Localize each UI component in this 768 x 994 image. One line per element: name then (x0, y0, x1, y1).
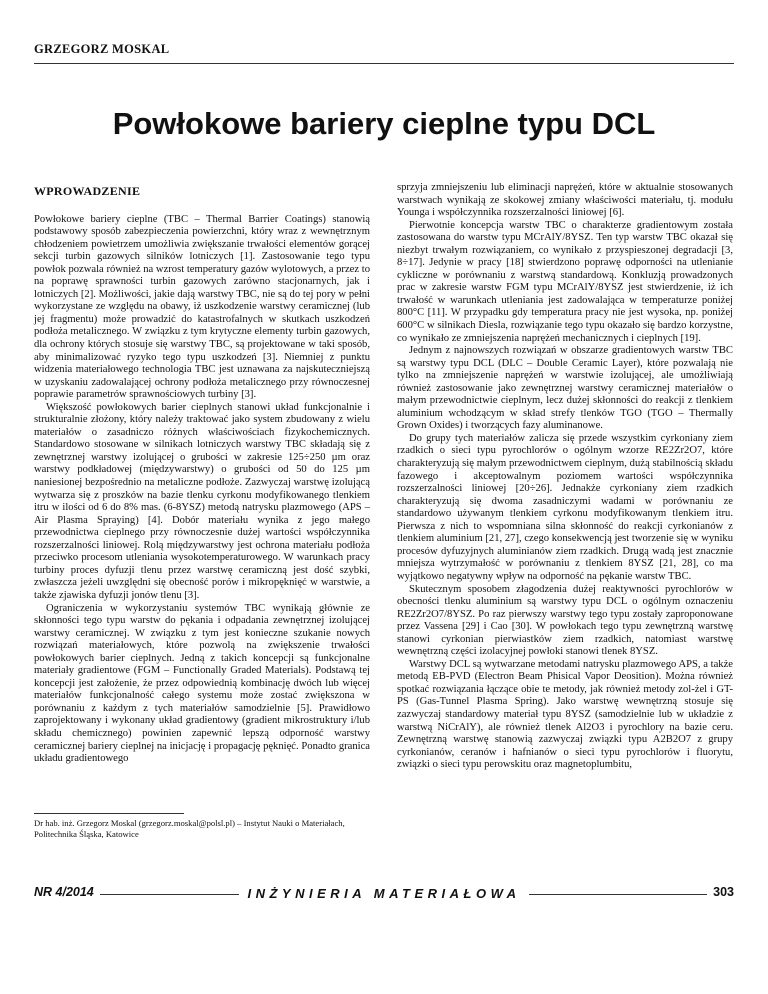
footer-journal: INŻYNIERIA MATERIAŁOWA (239, 886, 528, 901)
footer-page-number: 303 (707, 885, 734, 899)
section-heading: WPROWADZENIE (34, 184, 141, 198)
paragraph: Jednym z najnowszych rozwiązań w obszarze gradientowych warstw TBC są warstwy typu DCL (DLC – Double Ceramic Layer), które pozwalają nie tylko na zmniejszenie naprężeń w warstwie izolującej, ale umożliwiają również zastosowanie jako zewnętrznej warstwy ceramicznej materiałów o małym przewodnictwie cieplnym, lecz dużej skłonności do reakcji z tlenkiem aluminium wchodzącym w skład strefy tlenków TGO (TGO – Thermally Grown Oxides) i tworzących fazy aluminanowe. (397, 345, 733, 432)
paragraph: Warstwy DCL są wytwarzane metodami natrysku plazmowego APS, a także metodą EB-PVD (Electron Beam Phisical Vapor Deosition). Można również spotkać rozwiązania łączące obie te metody, jak również metody zol-żel i GT-PS (Gas-Tunnel Plasma Spring). Jako warstwę wewnętrzną stosuje się zazwyczaj standardowy materiał typu 8YSZ (samodzielnie lub w układzie z warstwą NiCrAlY), ale również tlenek Al2O3 i pyrochlory na bazie ceru. Zewnętrzną warstwę stanowią zazwyczaj związki typu A2B2O7 z grupy cyrkonianów, ceranów i hafnianów o sieci typu pyrochlorów i fluorytu, związki o sieci typu perowskitu oraz magnetoplumbitu, (397, 658, 733, 771)
right-column (397, 182, 733, 772)
footer-issue: NR 4/2014 (34, 885, 100, 899)
left-column (34, 182, 370, 766)
running-header-author: GRZEGORZ MOSKAL (34, 42, 170, 56)
article-title: Powłokowe bariery cieplne typu DCL (112, 106, 656, 141)
paragraph: Powłokowe bariery cieplne (TBC – Thermal Barrier Coatings) stanowią podstawowy sposób zabezpieczenia powierzchni, który wraz z wewnętrznym chłodzeniem powietrzem umożliwia zwiększanie trwałości elementów gorącej sekcji turbin gazowych silników lotniczych [1]. Zastosowanie tego typu powłok pozwala również na wzrost temperatury gazów wylotowych, a przez to na poprawę sprawności turbin gazowych zarówno stacjonarnych, jak i lotniczych [2]. Możliwości, jakie dają warstwy TBC, nie są do tej pory w pełni wykorzystane ze względu na obawy, iż uszkodzenie warstwy ceramicznej (lub jej fragmentu) może prowadzić do katastrofalnych w skutkach uszkodzeń podłoża metalicznego. W związku z tym krytyczne elementy turbin gazowych, dla ochrony których stosuje się warstwy TBC, są projektowane w taki sposób, aby minimalizować ryzyko tego typu uszkodzeń [3]. Niemniej z punktu widzenia materiałowego technologia TBC jest uznawana za najskuteczniejszą w uzyskaniu zadowalającej ochrony podłoża metalicznego przy równoczesnej poprawie parametrów sprawnościowych turbiny [3]. (34, 213, 370, 401)
header-rule (34, 63, 734, 64)
paragraph: Do grupy tych materiałów zalicza się przede wszystkim cyrkoniany ziem rzadkich o sieci typu pyrochlorów o ogólnym wzorze RE2Zr2O7, które charakteryzują się małym przewodnictwem cieplnym, dużą stabilnością składu fazowego i akceptowalnym poziomem wartości współczynnika rozszerzalności liniowej [20÷26]. Jednakże cyrkoniany ziem rzadkich charakteryzują się dwoma zasadniczymi wadami w porównaniu ze standardowo używanym tlenkiem cyrkonu modyfikowanym tlenkiem itru. Pierwsza z nich to wspomniana silna skłonność do reakcji cyrkonianów z tlenkiem aluminium [21, 27], czego konsekwencją jest tworzenie się w wyniku procesów dyfuzyjnych aluminianów ziem rzadkich. Drugą wadą jest znacznie mniejsza wytrzymałość w porównaniu z tlenkiem 8YSZ [21, 28], co ma wyjątkowo negatywny wpływ na odporność na pękanie warstw TBC. (397, 432, 733, 582)
footnote-rule (34, 813, 184, 814)
paragraph: Ograniczenia w wykorzystaniu systemów TBC wynikają głównie ze skłonności tego typu warstw do pękania i odpadania zewnętrznej izolującej warstwy ceramicznej. W związku z tym jest konieczne szukanie nowych rozwiązań materiałowych, które pozwolą na zwiększenie trwałości powłokowych barier cieplnych. Jedną z takich koncepcji są funkcjonalne materiały gradientowe (FGM – Functionally Graded Materials). Podstawą tej koncepcji jest założenie, że przez odpowiednią kombinację dwóch lub więcej materiałów funkcjonalność całego systemu może zostać zwiększona w porównaniu z każdym z tych materiałów samodzielnie [5]. Prawidłowo zaprojektowany i wykonany układ gradientowy (gradient mikrostruktury i/lub składu chemicznego) powinien zapewnić lepszą odporność warstwy ceramicznej bariery cieplnej na inicjację i propagację pęknięć. Ponadto granica układu gradientowego (34, 602, 370, 765)
paragraph: Pierwotnie koncepcja warstw TBC o charakterze gradientowym została zastosowana do warstw typu MCrAlY/8YSZ. Ten typ warstw TBC okazał się niezbyt trwałym rozwiązaniem, co wynikało z przyspieszonej degradacji [3, 8÷17]. Jedynie w pracy [18] stwierdzono poprawę odporności na utlenianie cykliczne w porównaniu z warstwą standardową. Konkluzją prowadzonych prac w zakresie warstw FGM typu MCrAlY/8YSZ jest stwierdzenie, iż ich trwałość w warunkach utleniania jest zadowalająca w temperaturze poniżej 800°C [11]. W przypadku gdy temperatura pracy nie jest wysoka, np. poniżej 600°C w silnikach Diesla, rozwiązanie tego typu okazało się bardzo korzystne, co wynikało ze zmniejszenia naprężeń mechanicznych i cieplnych [19]. (397, 219, 733, 344)
footer-journal-wrap (0, 885, 768, 903)
paragraph: sprzyja zmniejszeniu lub eliminacji naprężeń, które w aktualnie stosowanych warstwach wynikają ze skokowej zmiany właściwości materiału, tj. modułu Younga i współczynnika rozszerzalności liniowej [6]. (397, 182, 733, 219)
paragraph: Skutecznym sposobem złagodzenia dużej reaktywności pyrochlorów w obecności tlenku aluminium są warstwy typu DCL o ogólnym oznaczeniu RE2Zr2O7/8YSZ. Po raz pierwszy warstwy tego typu zostały zaproponowane przez Vassena [29] i Cao [30]. W powłokach tego typu zewnętrzną warstwę stanowi cyrkonian pierwiastków ziem rzadkich, natomiast warstwę wewnętrzną części izolacyjnej powłoki stanowi tlenek 8YSZ. (397, 583, 733, 658)
paragraph: Większość powłokowych barier cieplnych stanowi układ funkcjonalnie i strukturalnie złożony, który należy traktować jako system zbudowany z wielu materiałów o zasadniczo różnych właściwościach fizykochemicznych. Standardowo stosowane w silnikach lotniczych warstwy TBC składają się z zewnętrznej warstwy izolującej o grubości w zakresie 125÷250 µm oraz warstwy podkładowej (międzywarstwy) o grubości od 50 do 125 µm naniesionej bezpośrednio na metaliczne podłoże. Zazwyczaj warstwę izolującą wytwarza się z proszków na bazie tlenku cyrkonu modyfikowanego tlenkiem itru w ilości od 6 do 8% mas. (6-8YSZ) metodą natrysku plazmowego (APS – Air Plasma Spraying) [4]. Dobór materiału wynika z jego małego przewodnictwa cieplnego przy równoczesnie dużej wartości współczynnika rozszerzalności liniowej. Rolą międzywarstwy jest ochrona materiału podłoża przeciwko procesom utleniania wysokotemperaturowego. W warunkach pracy turbiny proces dyfuzji tlenu przez warstwę ceramiczną jest dość szybki, zwłaszcza jeżeli uwzględni się obecność porów i mikropęknięć w warstwie, a także zjawiska dyfuzji jonów tlenu [3]. (34, 401, 370, 601)
author-footnote: Dr hab. inż. Grzegorz Moskal (grzegorz.moskal@polsl.pl) – Instytut Nauki o Materiałach, Politechnika Śląska, Katowice (34, 818, 345, 839)
